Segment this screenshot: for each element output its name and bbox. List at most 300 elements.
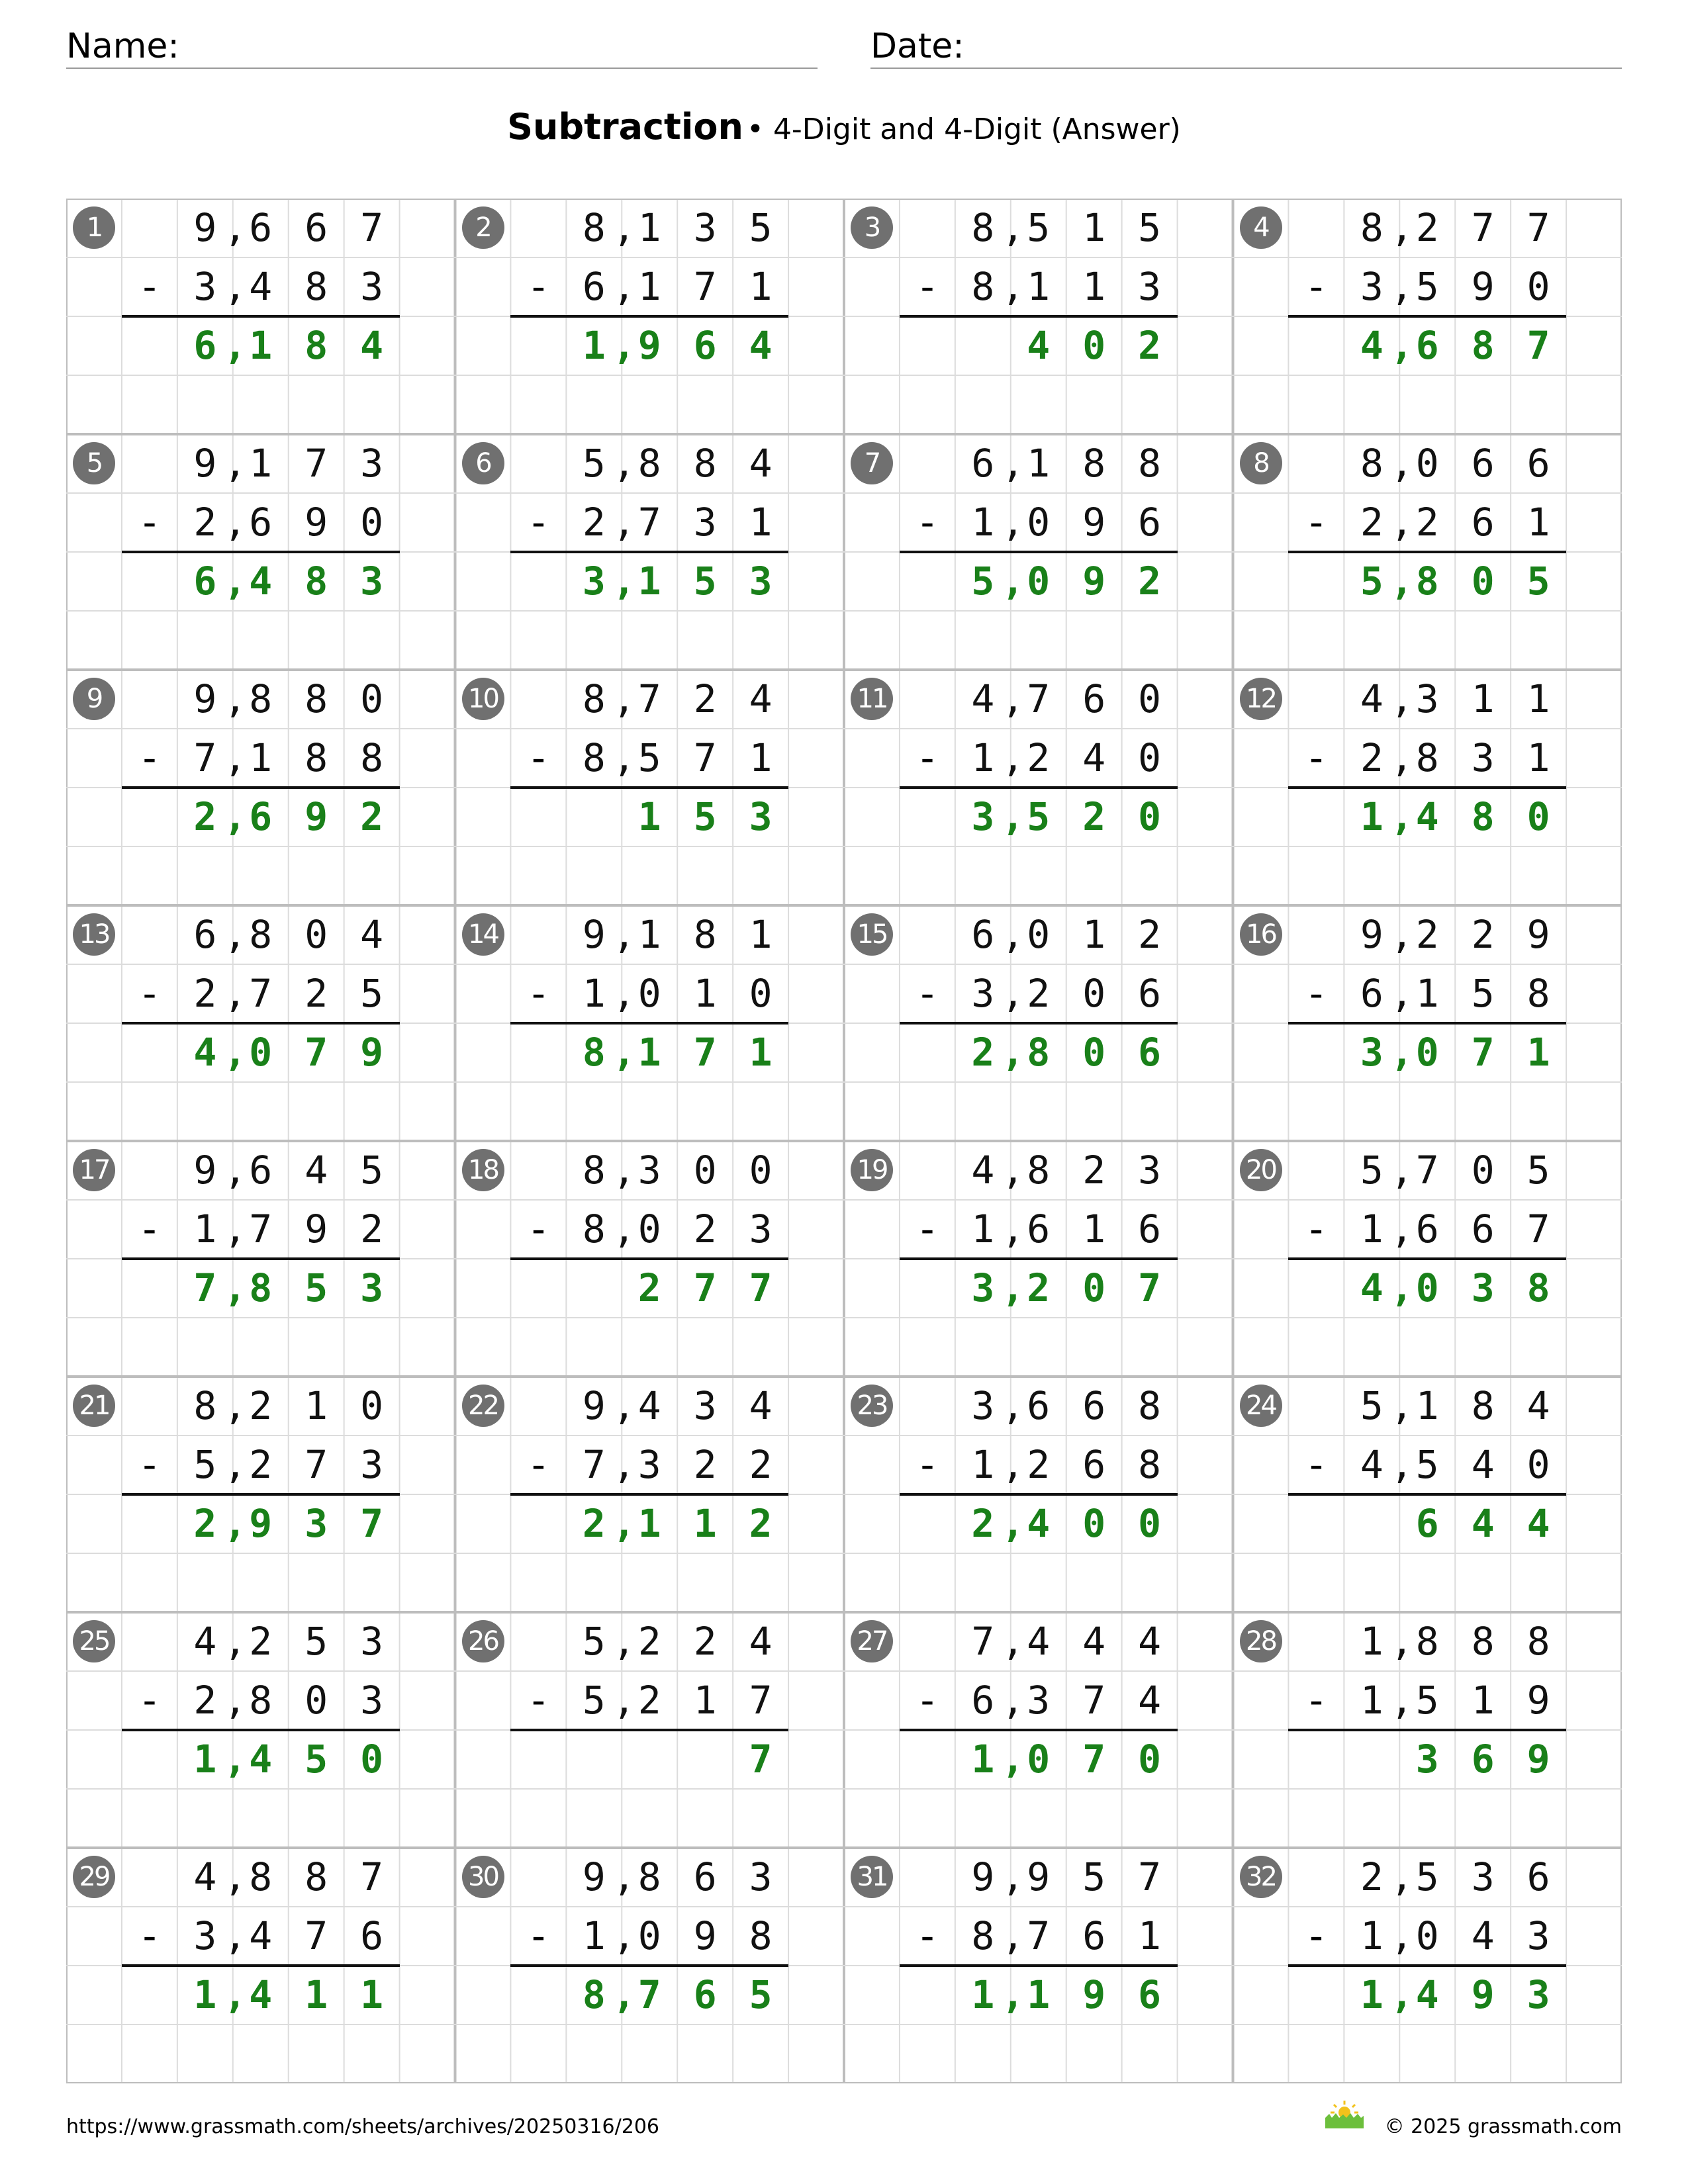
minus-sign: - [1309,264,1323,309]
minuend-digit: 8 [637,1854,661,1899]
minuend-digit: 1 [637,205,661,250]
answer-digit: 5 [1360,559,1383,604]
subtrahend-digit: 9 [693,1913,717,1958]
minuend-digit-comma: , [612,1619,636,1664]
minus-sign: - [1309,1206,1323,1251]
subtrahend-digit: 7 [1027,1913,1051,1958]
answer-rule [510,1022,788,1024]
problem-number-badge: 8 [1240,442,1282,484]
answer-digit: 3 [1360,1030,1383,1075]
minuend-digit: 8 [249,912,273,957]
answer-digit: 2 [1027,1265,1051,1310]
answer-digit: 7 [360,1501,384,1546]
answer-digit: 2 [193,1501,217,1546]
minuend-digit: 4 [1360,676,1383,721]
subtrahend-digit-comma: , [1001,735,1025,780]
answer-digit: 3 [749,794,773,839]
minuend-digit: 3 [749,1854,773,1899]
minuend-digit: 4 [1027,1619,1051,1664]
subtrahend-digit: 8 [360,735,384,780]
subtrahend-digit: 7 [693,264,717,309]
answer-digit: 6 [193,323,217,368]
answer-digit: 7 [193,1265,217,1310]
minuend-digit: 8 [1027,1148,1051,1193]
subtrahend-digit-comma: , [223,735,247,780]
minuend-digit: 4 [193,1854,217,1899]
minuend-digit: 0 [1415,441,1439,486]
subtrahend-digit: 1 [749,500,773,545]
minuend-digit: 8 [193,1383,217,1428]
subtrahend-digit: 2 [749,1442,773,1487]
subtrahend-digit: 7 [193,735,217,780]
subtrahend-digit: 7 [1082,1678,1106,1723]
minuend-digit: 4 [1526,1383,1550,1428]
answer-digit-comma: , [1001,1030,1025,1075]
grass-sun-logo-icon [1323,2099,1366,2130]
subtrahend-digit: 3 [1471,735,1495,780]
answer-rule [900,315,1178,318]
answer-rule [122,1493,400,1496]
minuend-digit: 8 [693,441,717,486]
answer-rule [510,786,788,789]
subtrahend-digit: 6 [1471,1206,1495,1251]
subtrahend-digit: 2 [637,1678,661,1723]
subtrahend-digit: 1 [1360,1206,1383,1251]
answer-digit: 6 [193,559,217,604]
answer-digit-comma: , [223,1030,247,1075]
answer-digit: 4 [1526,1501,1550,1546]
answer-digit-comma: , [612,559,636,604]
subtrahend-digit: 5 [1415,264,1439,309]
subtrahend-digit: 5 [637,735,661,780]
minuend-digit-comma: , [1390,1854,1414,1899]
minuend-digit: 0 [360,676,384,721]
subtrahend-digit-comma: , [223,1913,247,1958]
answer-rule [1288,1964,1566,1967]
answer-rule [510,551,788,553]
answer-rule [1288,1257,1566,1260]
answer-digit-comma: , [612,1030,636,1075]
minuend-digit: 4 [360,912,384,957]
subtrahend-digit: 3 [1138,264,1162,309]
answer-rule [122,1729,400,1731]
minus-sign: - [142,1678,157,1723]
answer-rule [510,1257,788,1260]
problem-number-badge: 5 [73,442,115,484]
answer-digit-comma: , [1390,1030,1414,1075]
date-field[interactable] [870,20,1622,69]
subtrahend-digit: 8 [582,1206,606,1251]
subtrahend-digit: 7 [305,1913,328,1958]
minuend-digit: 5 [1027,205,1051,250]
subtrahend-digit: 3 [193,264,217,309]
minuend-digit: 2 [1415,912,1439,957]
subtrahend-digit: 3 [1526,1913,1550,1958]
minuend-digit-comma: , [223,205,247,250]
minuend-digit: 8 [249,676,273,721]
subtrahend-digit: 2 [693,1442,717,1487]
answer-digit: 4 [1360,1265,1383,1310]
subtrahend-digit-comma: , [223,1678,247,1723]
subtrahend-digit-comma: , [1390,1913,1414,1958]
answer-digit-comma: , [1001,1972,1025,2017]
minus-sign: - [920,264,935,309]
subtrahend-digit: 4 [1471,1913,1495,1958]
answer-digit: 8 [1415,559,1439,604]
subtrahend-digit: 1 [1360,1913,1383,1958]
minuend-digit: 8 [1415,1619,1439,1664]
answer-digit-comma: , [223,794,247,839]
minus-sign: - [1309,1678,1323,1723]
minus-sign: - [531,1678,545,1723]
minuend-digit: 1 [1526,676,1550,721]
answer-digit: 8 [1471,794,1495,839]
minuend-digit: 7 [1138,1854,1162,1899]
minus-sign: - [531,1913,545,1958]
subtrahend-digit: 1 [1027,264,1051,309]
minuend-digit: 1 [1415,1383,1439,1428]
subtrahend-digit: 6 [1360,971,1383,1016]
minuend-digit: 1 [249,441,273,486]
minuend-digit-comma: , [223,441,247,486]
subtrahend-digit: 1 [693,1678,717,1723]
minuend-digit: 5 [1138,205,1162,250]
minuend-digit-comma: , [612,1383,636,1428]
minuend-digit: 0 [1027,912,1051,957]
minuend-digit: 8 [1138,1383,1162,1428]
answer-digit-comma: , [223,1737,247,1782]
minuend-digit: 2 [1360,1854,1383,1899]
subtrahend-digit-comma: , [1390,1206,1414,1251]
subtrahend-digit-comma: , [612,971,636,1016]
minus-sign: - [531,1442,545,1487]
subtrahend-digit-comma: , [223,264,247,309]
answer-digit: 5 [1526,559,1550,604]
subtrahend-digit-comma: , [1390,1442,1414,1487]
minus-sign: - [1309,1442,1323,1487]
subtrahend-digit: 8 [305,264,328,309]
minuend-digit: 3 [1471,1854,1495,1899]
minuend-digit: 4 [971,1148,995,1193]
subtrahend-digit: 5 [1471,971,1495,1016]
answer-digit: 5 [971,559,995,604]
answer-digit: 4 [1415,1972,1439,2017]
minuend-digit: 8 [305,1854,328,1899]
subtrahend-digit: 2 [193,500,217,545]
subtrahend-digit: 2 [360,1206,384,1251]
minuend-digit: 5 [749,205,773,250]
minus-sign: - [142,1913,157,1958]
footer-url: https://www.grassmath.com/sheets/archives/20250316/206 [66,2115,660,2138]
subtrahend-digit: 1 [1360,1678,1383,1723]
answer-digit: 4 [749,323,773,368]
subtrahend-digit-comma: , [612,1678,636,1723]
answer-rule [1288,786,1566,789]
subtrahend-digit: 2 [1027,1442,1051,1487]
answer-rule [900,1022,1178,1024]
minus-sign: - [531,971,545,1016]
answer-digit: 2 [1138,559,1162,604]
subtrahend-digit: 4 [1138,1678,1162,1723]
answer-digit: 7 [693,1265,717,1310]
minuend-digit: 5 [305,1619,328,1664]
problem-number-badge: 6 [462,442,504,484]
problem-number-badge: 9 [73,678,115,720]
minuend-digit: 2 [693,1619,717,1664]
subtrahend-digit: 2 [249,1442,273,1487]
minuend-digit: 7 [305,441,328,486]
subtrahend-digit-comma: , [223,971,247,1016]
minuend-digit: 7 [1415,1148,1439,1193]
footer-copyright: © 2025 grassmath.com [1384,2115,1622,2138]
minuend-digit: 6 [249,205,273,250]
minuend-digit-comma: , [223,1619,247,1664]
answer-digit: 0 [1027,559,1051,604]
minuend-digit: 7 [1471,205,1495,250]
subtrahend-digit: 2 [1027,735,1051,780]
answer-digit: 7 [1138,1265,1162,1310]
minuend-digit: 6 [1082,1383,1106,1428]
answer-digit-comma: , [612,1501,636,1546]
answer-digit: 9 [637,323,661,368]
minuend-digit: 2 [1082,1148,1106,1193]
answer-rule [122,1022,400,1024]
minuend-digit: 5 [1415,1854,1439,1899]
minuend-digit: 8 [582,1148,606,1193]
subtrahend-digit-comma: , [223,500,247,545]
problem-number-badge: 30 [462,1856,504,1898]
minuend-digit: 8 [1138,441,1162,486]
answer-digit-comma: , [1001,1501,1025,1546]
minuend-digit: 8 [637,441,661,486]
minuend-digit-comma: , [1390,676,1414,721]
minuend-digit: 5 [1526,1148,1550,1193]
subtrahend-digit: 6 [1082,1442,1106,1487]
problem-number-badge: 21 [73,1385,115,1427]
subtrahend-digit: 1 [971,1442,995,1487]
answer-rule [122,786,400,789]
minuend-digit-comma: , [1001,676,1025,721]
answer-rule [122,1257,400,1260]
minus-sign: - [531,500,545,545]
subtrahend-digit: 9 [1526,1678,1550,1723]
subtrahend-digit: 6 [249,500,273,545]
minuend-digit: 1 [749,912,773,957]
subtrahend-digit: 8 [1415,735,1439,780]
problem-number-badge: 29 [73,1856,115,1898]
minuend-digit: 4 [749,676,773,721]
subtrahend-digit: 1 [637,264,661,309]
answer-digit: 9 [1082,1972,1106,2017]
answer-digit: 3 [749,559,773,604]
answer-digit: 8 [1027,1030,1051,1075]
subtrahend-digit: 4 [249,264,273,309]
answer-digit: 0 [1415,1265,1439,1310]
minuend-digit: 7 [360,1854,384,1899]
minuend-digit: 6 [971,441,995,486]
minuend-digit: 9 [1526,912,1550,957]
problem-number-badge: 4 [1240,206,1282,249]
minuend-digit: 3 [637,1148,661,1193]
answer-digit-comma: , [1001,1737,1025,1782]
problem-number-badge: 14 [462,913,504,956]
minuend-digit: 6 [1082,676,1106,721]
minus-sign: - [920,1913,935,1958]
minuend-digit: 0 [1471,1148,1495,1193]
answer-rule [1288,1493,1566,1496]
problem-grid [66,199,1622,2083]
subtrahend-digit: 1 [1082,264,1106,309]
minus-sign: - [531,264,545,309]
subtrahend-digit: 2 [1360,735,1383,780]
problem-number-badge: 20 [1240,1149,1282,1191]
problem-number-badge: 10 [462,678,504,720]
minuend-digit: 1 [1082,912,1106,957]
minuend-digit: 6 [193,912,217,957]
answer-rule [900,786,1178,789]
answer-digit: 1 [637,1501,661,1546]
answer-digit-comma: , [1001,794,1025,839]
answer-digit-comma: , [223,559,247,604]
answer-digit: 1 [360,1972,384,2017]
answer-digit: 5 [693,794,717,839]
answer-digit: 7 [305,1030,328,1075]
subtrahend-digit: 8 [749,1913,773,1958]
minuend-digit: 8 [1471,1619,1495,1664]
answer-digit: 1 [193,1972,217,2017]
answer-digit: 1 [1027,1972,1051,2017]
answer-digit: 9 [1471,1972,1495,2017]
minuend-digit: 8 [305,676,328,721]
minuend-digit: 3 [360,1619,384,1664]
answer-rule [122,315,400,318]
answer-digit: 7 [749,1265,773,1310]
subtrahend-digit: 2 [1027,971,1051,1016]
minuend-digit: 9 [1360,912,1383,957]
answer-rule [1288,315,1566,318]
subtrahend-digit: 6 [1027,1206,1051,1251]
answer-digit: 7 [693,1030,717,1075]
answer-rule [900,1493,1178,1496]
answer-rule [900,551,1178,553]
answer-digit: 6 [1415,1501,1439,1546]
answer-digit: 7 [1082,1737,1106,1782]
minuend-digit: 1 [305,1383,328,1428]
answer-digit: 6 [1138,1972,1162,2017]
answer-rule [1288,551,1566,553]
minuend-digit: 3 [1415,676,1439,721]
answer-digit: 0 [249,1030,273,1075]
minuend-digit: 3 [1138,1148,1162,1193]
answer-digit: 1 [305,1972,328,2017]
minuend-digit: 9 [193,205,217,250]
answer-digit: 0 [1138,1737,1162,1782]
minus-sign: - [1309,500,1323,545]
subtrahend-digit: 7 [1526,1206,1550,1251]
problem-number-badge: 17 [73,1149,115,1191]
answer-digit: 9 [305,794,328,839]
problem-number-badge: 15 [851,913,893,956]
minus-sign: - [531,1206,545,1251]
minus-sign: - [920,1206,935,1251]
minus-sign: - [1309,971,1323,1016]
subtrahend-digit: 7 [249,971,273,1016]
name-label: Name: [66,26,179,66]
minuend-digit-comma: , [1390,912,1414,957]
answer-digit: 7 [1526,323,1550,368]
answer-digit-comma: , [1390,559,1414,604]
subtrahend-digit-comma: , [1001,1913,1025,1958]
answer-digit: 5 [693,559,717,604]
problem-number-badge: 22 [462,1385,504,1427]
answer-digit: 8 [305,559,328,604]
answer-digit: 5 [305,1737,328,1782]
minuend-digit: 6 [1526,441,1550,486]
answer-digit: 0 [1082,323,1106,368]
answer-digit: 4 [1360,323,1383,368]
problem-number-badge: 7 [851,442,893,484]
answer-digit: 5 [749,1972,773,2017]
minuend-digit: 3 [693,205,717,250]
minuend-digit-comma: , [1001,441,1025,486]
subtrahend-digit: 0 [749,971,773,1016]
problem-number-badge: 3 [851,206,893,249]
answer-digit: 1 [193,1737,217,1782]
minuend-digit-comma: , [1001,205,1025,250]
answer-digit: 0 [1415,1030,1439,1075]
problem-number-badge: 26 [462,1620,504,1662]
subtrahend-digit: 8 [971,1913,995,1958]
subtrahend-digit: 8 [1138,1442,1162,1487]
name-field[interactable] [66,20,818,69]
answer-digit-comma: , [1390,1972,1414,2017]
minuend-digit-comma: , [1390,1148,1414,1193]
minuend-digit-comma: , [223,676,247,721]
subtrahend-digit: 9 [1471,264,1495,309]
subtrahend-digit: 0 [360,500,384,545]
minuend-digit: 0 [305,912,328,957]
minus-sign: - [142,264,157,309]
subtrahend-digit: 1 [1415,971,1439,1016]
minuend-digit: 0 [360,1383,384,1428]
subtrahend-digit: 5 [193,1442,217,1487]
answer-digit: 4 [193,1030,217,1075]
subtrahend-digit: 0 [637,1913,661,1958]
problem-number-badge: 2 [462,206,504,249]
minuend-digit: 6 [249,1148,273,1193]
answer-digit: 0 [1082,1265,1106,1310]
subtrahend-digit-comma: , [612,1206,636,1251]
problem-number-badge: 16 [1240,913,1282,956]
minuend-digit-comma: , [1390,441,1414,486]
minuend-digit: 4 [749,441,773,486]
minuend-digit: 5 [360,1148,384,1193]
answer-digit-comma: , [1001,559,1025,604]
minuend-digit: 9 [1027,1854,1051,1899]
subtrahend-digit: 3 [360,1442,384,1487]
worksheet-title [0,106,1688,148]
minuend-digit: 8 [249,1854,273,1899]
subtrahend-digit: 3 [1360,264,1383,309]
subtrahend-digit: 3 [360,264,384,309]
subtrahend-digit: 1 [249,735,273,780]
subtrahend-digit: 9 [305,500,328,545]
minuend-digit: 6 [1471,441,1495,486]
answer-digit: 3 [305,1501,328,1546]
subtrahend-digit-comma: , [1001,1206,1025,1251]
title-subtitle: • 4-Digit and 4-Digit (Answer) [747,113,1181,146]
minuend-digit: 2 [1471,912,1495,957]
